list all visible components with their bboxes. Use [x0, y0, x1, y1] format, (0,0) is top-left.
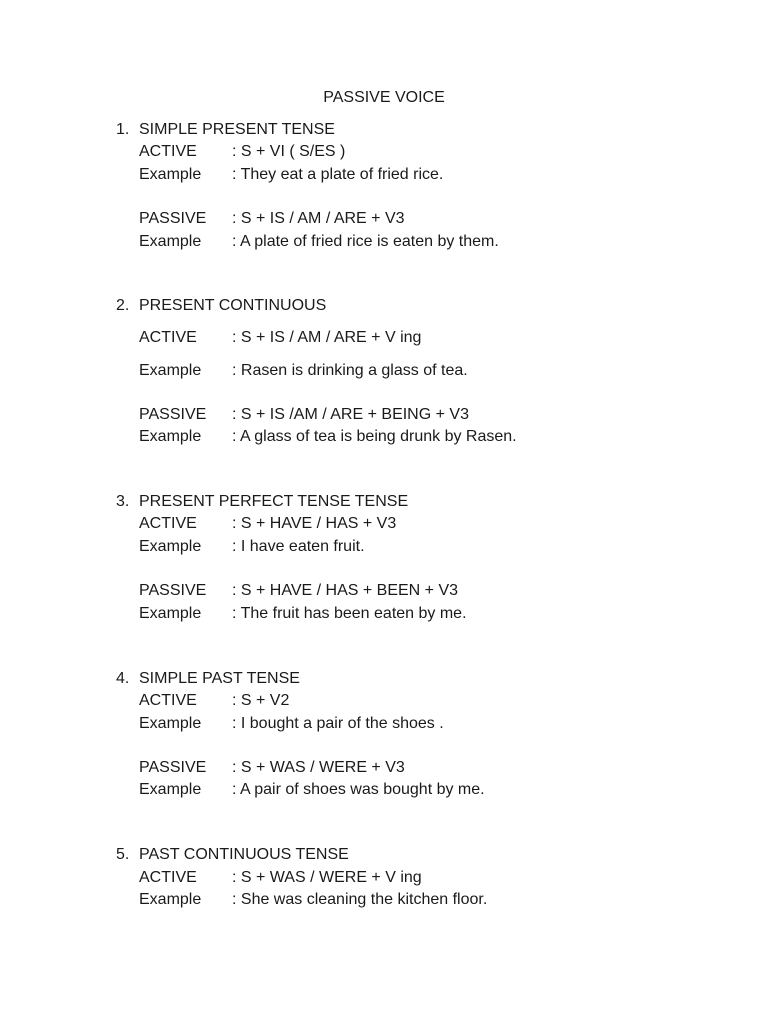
row-label: ACTIVE: [139, 143, 197, 160]
row-label: Example: [139, 715, 202, 732]
row-value: : They eat a plate of fried rice.: [232, 166, 444, 183]
row-label: Example: [139, 362, 202, 379]
row-label: ACTIVE: [139, 692, 197, 709]
row-value: : A pair of shoes was bought by me.: [232, 781, 485, 798]
row-label: PASSIVE: [139, 759, 207, 776]
row-value: : S + WAS / WERE + V3: [232, 759, 405, 776]
row-value: : S + WAS / WERE + V ing: [232, 869, 422, 886]
row-label: Example: [139, 428, 202, 445]
row-value: : The fruit has been eaten by me.: [232, 605, 467, 622]
section-title: SIMPLE PAST TENSE: [139, 670, 300, 687]
row-label: Example: [139, 891, 202, 908]
row-label: Example: [139, 781, 202, 798]
section-number: 5.: [116, 846, 130, 863]
row-value: : S + IS / AM / ARE + V3: [232, 210, 405, 227]
row-label: PASSIVE: [139, 406, 207, 423]
row-label: Example: [139, 166, 202, 183]
row-label: Example: [139, 538, 202, 555]
section-title: PAST CONTINUOUS TENSE: [139, 846, 349, 863]
row-value: : I have eaten fruit.: [232, 538, 365, 555]
row-value: : A glass of tea is being drunk by Rasen.: [232, 428, 517, 445]
row-label: ACTIVE: [139, 329, 197, 346]
section-title: PRESENT PERFECT TENSE TENSE: [139, 493, 409, 510]
row-value: : I bought a pair of the shoes .: [232, 715, 444, 732]
row-label: PASSIVE: [139, 210, 207, 227]
page-title: PASSIVE VOICE: [323, 89, 445, 106]
row-label: Example: [139, 233, 202, 250]
row-value: : S + HAVE / HAS + BEEN + V3: [232, 582, 459, 599]
row-label: Example: [139, 605, 202, 622]
row-value: : A plate of fried rice is eaten by them.: [232, 233, 499, 250]
row-label: ACTIVE: [139, 869, 197, 886]
row-value: : S + IS /AM / ARE + BEING + V3: [232, 406, 469, 423]
section-number: 1.: [116, 121, 130, 138]
row-label: PASSIVE: [139, 582, 207, 599]
section-title: SIMPLE PRESENT TENSE: [139, 121, 335, 138]
section-number: 4.: [116, 670, 130, 687]
row-value: : S + V2: [232, 692, 290, 709]
row-label: ACTIVE: [139, 515, 197, 532]
row-value: : She was cleaning the kitchen floor.: [232, 891, 488, 908]
section-number: 2.: [116, 297, 130, 314]
row-value: : S + VI ( S/ES ): [232, 143, 346, 160]
row-value: : Rasen is drinking a glass of tea.: [232, 362, 468, 379]
row-value: : S + HAVE / HAS + V3: [232, 515, 397, 532]
section-title: PRESENT CONTINUOUS: [139, 297, 327, 314]
row-value: : S + IS / AM / ARE + V ing: [232, 329, 422, 346]
section-number: 3.: [116, 493, 130, 510]
